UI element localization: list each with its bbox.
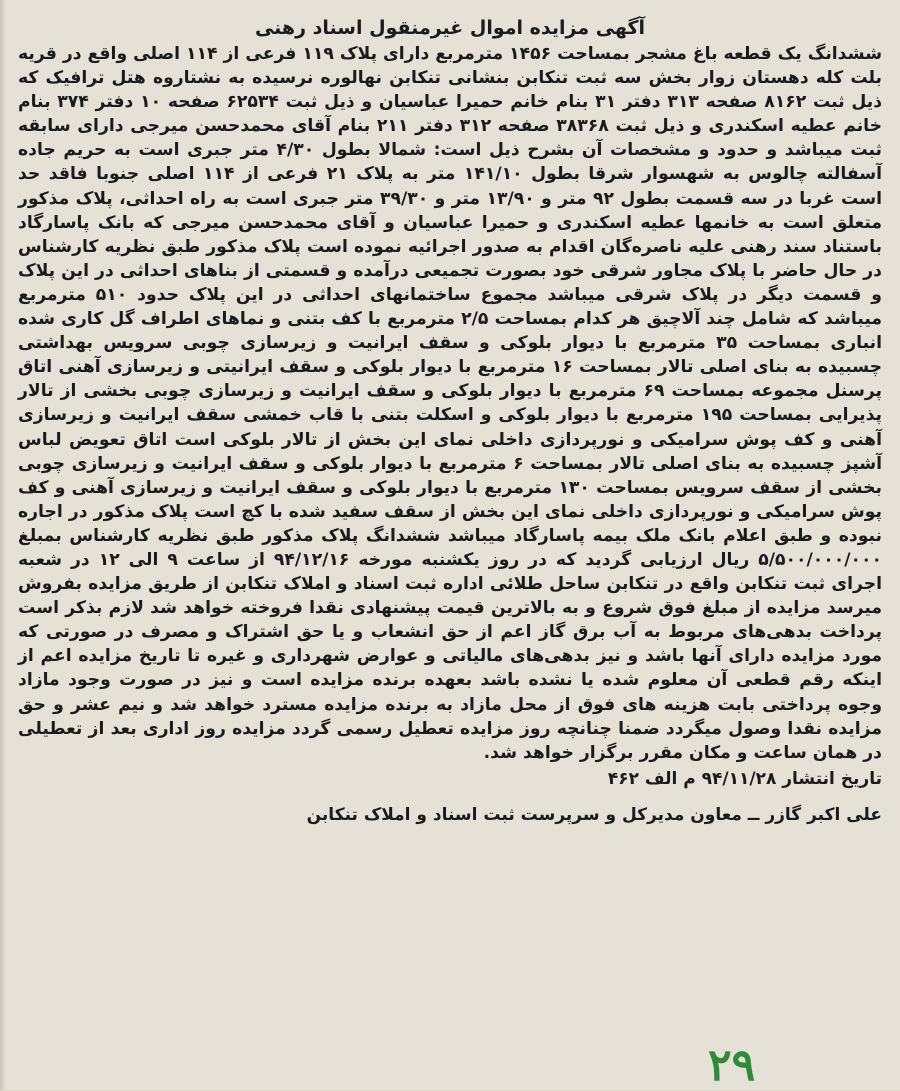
handwritten-number: ۲۹ <box>708 1040 756 1091</box>
scan-edge-left <box>0 0 6 1090</box>
publication-date: تاریخ انتشار ۹۴/۱۱/۲۸ م الف ۴۶۲ <box>607 768 882 789</box>
notice-body: ششدانگ یک قطعه باغ مشجر بمساحت ۱۴۵۶ مترمربع دارای پلاک ۱۱۹ فرعی از ۱۱۴ اصلی واقع در قریه بلت کله دهستان زوار بخش سه ثبت تنکابن بنشانی تنکابن نهالوره نرسیده به نشتاروه هتل ترافیک که ذیل ثبت ۸۱۶۲ صفحه ۳۱۳ دفتر ۳۱ بنام خانم حمیرا عباسیان و ذیل ثبت ۶۲۵۳۴ صفحه ۱۰ دفتر ۳۷۴ بنام خانم عطیه اسکندری و ذیل ثبت ۳۸۳۶۸ صفحه ۳۱۲ دفتر ۲۱۱ بنام آقای محمدحسن میرجی دارای سابقه ثبت میباشد و حدود و مشخصات آن بشرح ذیل است: شمالا بطول ۴/۳۰ متر جبری است به حریم جاده آسفالته چالوس به شهسوار شرقا بطول ۱۴۱/۱۰ متر به پلاک ۲۱ فرعی از ۱۱۴ اصلی جنوبا فاقد حد است غربا در سه قسمت بطول ۹۲ متر و ۱۳/۹۰ متر و ۳۹/۳۰ متر جبری است به راه احداثی، پلاک مذکور متعلق است به خانمها عطیه اسکندری و حمیرا عباسیان و آقای محمدحسن میرجی که بانک پاسارگاد باستناد سند رهنی علیه ناصره‌گان اقدام به صدور اجرائیه نموده است پلاک مذکور طبق نظریه کارشناس در حال حاضر با پلاک مجاور شرقی خود بصورت تجمیعی درآمده و قسمتی از بناهای احداثی در این پلاک و قسمت دیگر در پلاک شرقی میباشد مجموع ساختمانهای احداثی در این پلاک حدود ۵۱۰ مترمربع میباشد که شامل چند آلاچیق هر کدام بمساحت ۲/۵ مترمربع با کف بتنی و نماهای اطراف گل کاری شده انباری بمساحت ۳۵ مترمربع با دیوار بلوکی و سقف ایرانیت و زیرسازی چوبی سرویس بهداشتی چسبیده به بنای اصلی تالار بمساحت ۱۶ مترمربع با دیوار بلوکی و سقف ایرانیتی و زیرسازی آهنی اتاق پرسنل مجموعه بمساحت ۶۹ مترمربع با دیوار بلوکی و سقف ایرانیت و زیرسازی چوبی بخشی از تالار پذیرایی بمساحت ۱۹۵ مترمربع با دیوار بلوکی و اسکلت بتنی با قاب خمشی سقف ایرانیت و زیرسازی آهنی و کف پوش سرامیکی و نورپردازی داخلی نمای این بخش از تالار بلوکی است اتاق تعویض لباس آشپز چسبیده به بنای اصلی تالار بمساحت ۶ مترمربع با دیوار بلوکی و سقف ایرانیت و زیرسازی چوبی بخشی از سقف سرویس بمساحت ۱۳۰ مترمربع با دیوار بلوکی و سقف ایرانیت و زیرسازی آهنی و کف پوش سرامیکی و نورپردازی داخلی نمای این بخش از سقف سفید شده با کچ است پلاک مذکور در اجاره نبوده و طبق اعلام بانک ملک بیمه پاسارگاد میباشد ششدانگ پلاک مذکور طبق نظریه کارشناس بمبلغ ۵/۵۰۰/۰۰۰/۰۰۰ ریال ارزیابی گردید که در روز یکشنبه مورخه ۹۴/۱۲/۱۶ از ساعت ۹ الی ۱۲ در شعبه اجرای ثبت تنکابن واقع در تنکابن ساحل طلائی اداره ثبت اسناد و املاک تنکابن از طریق مزایده بفروش میرسد مزایده از مبلغ فوق شروع و به بالاترین قیمت پیشنهادی نقدا فروخته خواهد شد لازم بذکر است پرداخت بدهی‌های مربوط به آب برق گاز اعم از حق انشعاب و یا حق اشتراک و مصرف در صورتی که مورد مزایده دارای آنها باشد و نیز بدهی‌های مالیاتی و عوارض شهرداری و غیره تا تاریخ مزایده اعم از اینکه رقم قطعی آن معلوم شده یا نشده باشد بعهده برنده مزایده است و نیز در صورت وجود مازاد وجوه پرداختی بابت هزینه های فوق از محل مازاد به برنده مزایده مسترد خواهد شد و نیم عشر و حق مزایده نقدا وصول میگردد ضمنا چنانچه روز مزایده تعطیل رسمی گردد مزایده روز اداری بعد از تعطیلی در همان ساعت و مکان مقرر برگزار خواهد شد. <box>18 44 883 763</box>
notice-title: آگهی مزایده اموال غیرمنقول اسناد رهنی <box>254 17 646 39</box>
signature-line: علی اکبر گازر ــ معاون مدیرکل و سرپرست ثبت اسناد و املاک تنکابن <box>306 804 882 825</box>
